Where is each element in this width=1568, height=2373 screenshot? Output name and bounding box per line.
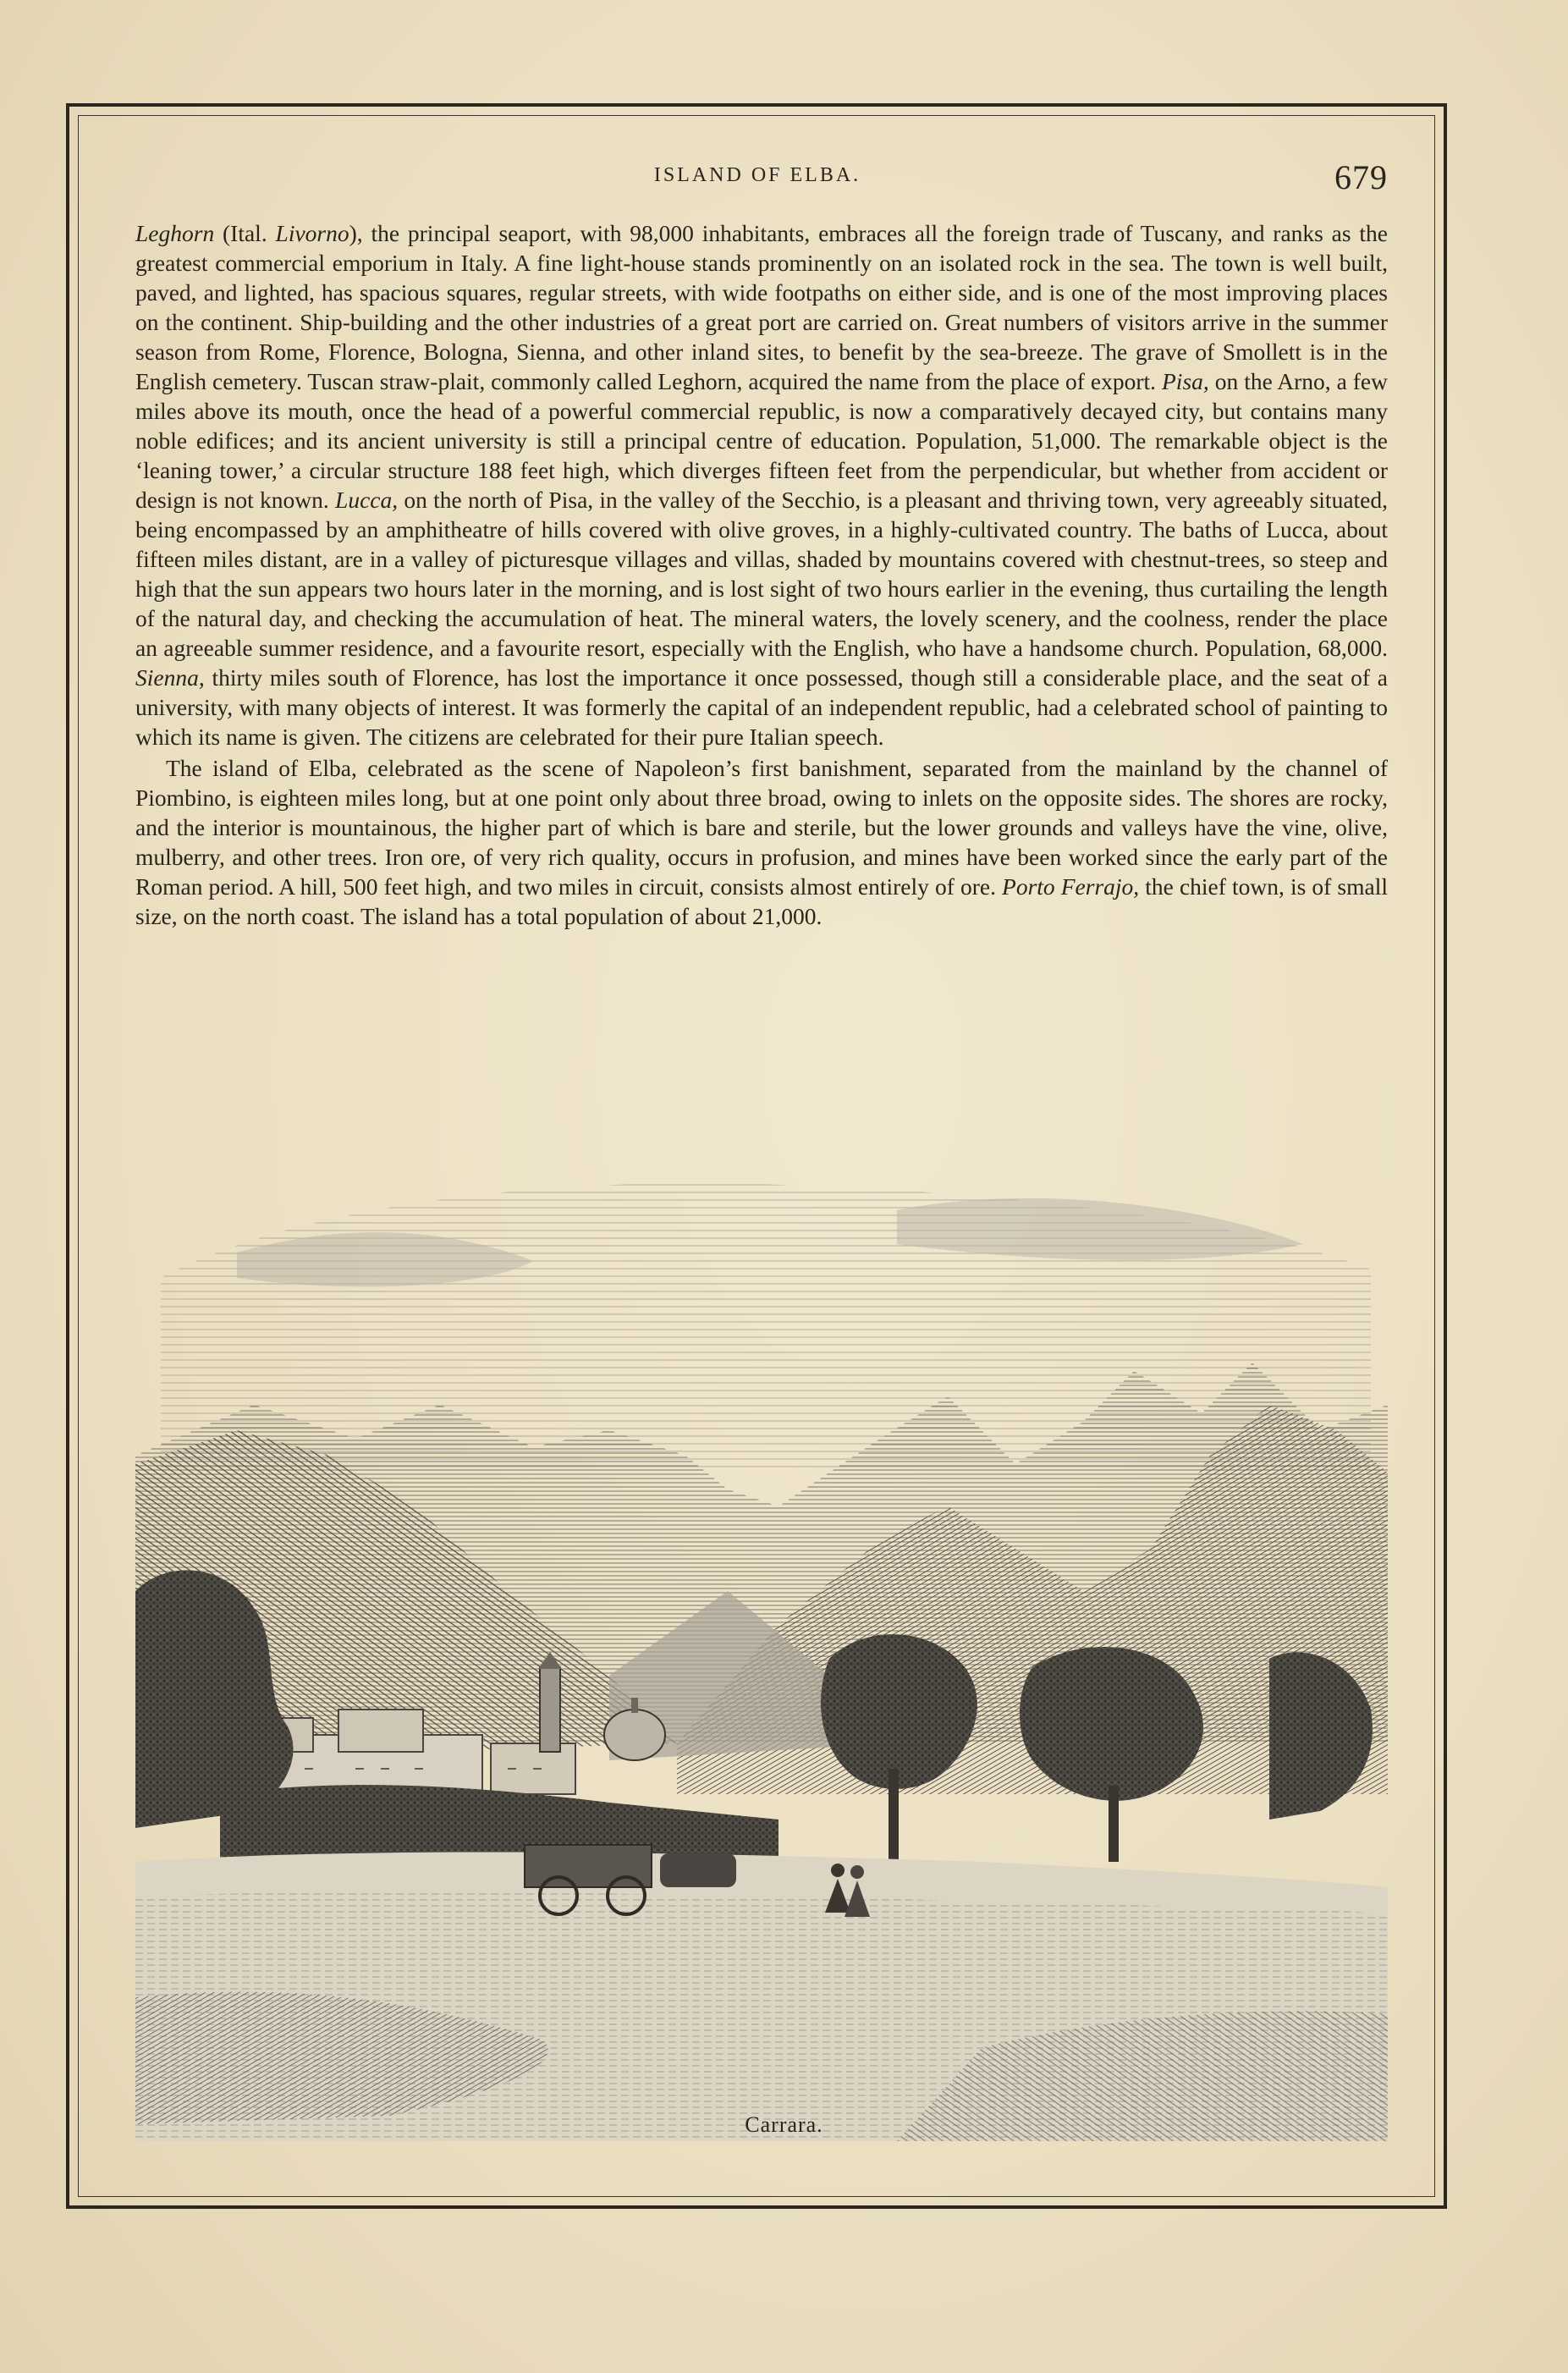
text-run: on the Arno, a few miles above its mouth, once the head of a powerful commercial republic, is now a comparatively decayed city, but contains many noble edifices; and its ancient university is still a principal centre of education. Population, 51,000. The remarkable object is the ‘leaning tower,’ a circular structure 188 feet high, which diverges fifteen feet from the perpendicular, but whether from accident or design is not known. (135, 368, 1388, 513)
italic-text-run: Pisa, (1162, 368, 1209, 394)
text-run: The island of Elba, celebrated as the scene of Napoleon’s first banishment, separated from the mainland by the channel of Piombino, is eighteen miles long, but at one point only about three broad, owing to inlets on the opposite sides. The shores are rocky, and the interior is mountainous, the higher part of which is bare and sterile, but the lower grounds and valleys have the vine, olive, mulberry, and other trees. Iron ore, of very rich quality, occurs in profusion, and mines have been worked since the early part of the Roman period. A hill, 500 feet high, and two miles in circuit, consists almost entirely of ore. (135, 755, 1388, 900)
text-run: on the north of Pisa, in the valley of the Secchio, is a pleasant and thriving town, very agreeably situated, being encompassed by an amphitheatre of hills covered with olive groves, in a highly-cultivated country. The baths of Lucca, about fifteen miles distant, are in a valley of picturesque villages and villas, shaded by mountains covered with chestnut-trees, so steep and high that the sun appears two hours later in the morning, and is lost sight of two hours earlier in the evening, thus curtailing the length of the natural day, and checking the accumulation of heat. The mineral waters, the lovely scenery, and the coolness, render the place an agreeable summer residence, and a favourite resort, especially with the English, who have a handsome church. Population, 68,000. (135, 487, 1388, 661)
text-run: the chief town, is of small size, on the north coast. The island has a total population of about 21,000. (135, 873, 1388, 929)
body-text (135, 218, 1388, 931)
carrara-engraving (135, 1151, 1388, 2141)
italic-text-run: Porto Ferrajo, (1002, 873, 1140, 900)
paragraph-elba (135, 753, 1388, 931)
text-run: thirty miles south of Florence, has lost the importance it once possessed, though still a considerable place, and the seat of a university, with many objects of interest. It was formerly the capital of an independent republic, had a celebrated school of painting to which its name is given. The citizens are celebrated for their pure Italian speech. (135, 664, 1388, 750)
italic-text-run: Livorno (275, 220, 349, 246)
italic-text-run: Sienna, (135, 664, 205, 691)
running-title: ISLAND OF ELBA. (653, 164, 861, 186)
italic-text-run: Leghorn (135, 220, 215, 246)
illustration-caption: Carrara. (745, 2112, 823, 2137)
page-header (127, 157, 1388, 200)
text-run: ), the principal seaport, with 98,000 inhabitants, embraces all the foreign trade of Tuscany, and ranks as the greatest commercial emporium in Italy. A fine light-house stands prominently on an isolated rock in the sea. The town is well built, paved, and lighted, has spacious squares, regular streets, with wide footpaths on either side, and is one of the most improving places on the continent. Ship-building and the other industries of a great port are carried on. Great numbers of visitors arrive in the summer season from Rome, Florence, Bologna, Sienna, and other inland sites, to benefit by the sea-breeze. The grave of Smollett is in the English cemetery. Tuscan straw-plait, commonly called Leghorn, acquired the name from the place of export. (135, 220, 1389, 394)
page-number: 679 (1334, 158, 1388, 196)
paragraph-leghorn (135, 218, 1388, 752)
text-run: (Ital. (214, 220, 276, 246)
engraving-image (135, 1151, 1388, 2141)
italic-text-run: Lucca, (335, 487, 399, 513)
